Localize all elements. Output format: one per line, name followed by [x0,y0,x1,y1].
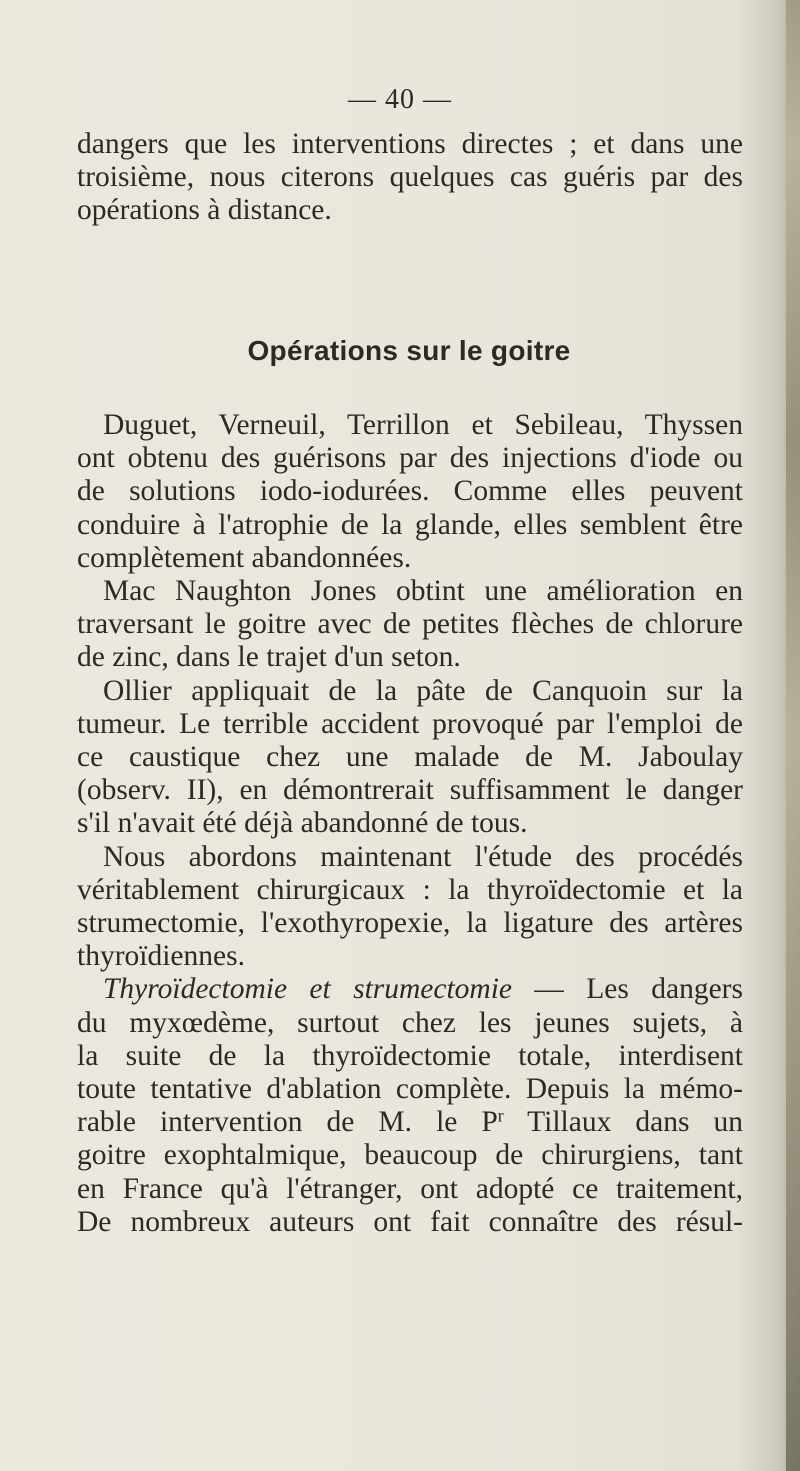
text-line: opérations à distance. [77,194,332,227]
text-line: en France qu'à l'étranger, ont adopté ce traitement, [77,1172,743,1205]
text-line: dangers que les interventions directes ; et dans une [77,128,743,160]
text-line: de zinc, dans le trajet d'un seton. [77,641,461,674]
text-line: ce caustique chez une malade de M. Jaboulay [77,741,743,774]
text-line: strumectomie, l'exothyropexie, la ligature des artères [77,907,743,940]
text-line: goitre exophtalmique, beaucoup de chirurgiens, tant [77,1139,743,1172]
text-line: ont obtenu des guérisons par des injections d'iode ou [77,442,743,475]
text-line [77,1106,743,1139]
text-line: Mac Naughton Jones obtint une amélioration en [103,575,743,608]
text-line: complètement abandonnées. [77,541,412,574]
paragraph-thyroidectomie [77,973,743,1239]
page-edge-shadow [786,0,800,1471]
text-line [77,973,743,1006]
text-line: troisième, nous citerons quelques cas guéris par des [77,161,743,194]
text-line: (observ. II), en démontrerait suffisamment le danger [77,774,743,807]
text-line: véritablement chirurgicaux : la thyroïdectomie et la [77,873,743,906]
text-fragment: — Les dangers [512,973,743,1006]
text-line: traversant le goitre avec de petites flèches de chlorure [77,608,743,641]
text-fragment: Tillaux dans un [503,1106,743,1139]
paragraph-procedes [77,841,743,974]
text-fragment: rable intervention de M. le P [77,1106,498,1139]
paragraph-injections [77,409,743,575]
text-line: du myxœdème, surtout chez les jeunes sujets, à [77,1006,743,1039]
text-line: de solutions iodo-iodurées. Comme elles peuvent [77,475,743,508]
text-line: la suite de la thyroïdectomie totale, interdisent [77,1039,743,1072]
superscript: r [497,1105,504,1126]
paragraph-mac-naughton [77,575,743,675]
text-line: conduire à l'atrophie de la glande, elles semblent être [77,508,743,541]
body-text [77,409,743,1239]
paragraph-ollier [77,675,743,841]
text-line: toute tentative d'ablation complète. Depuis la mémo- [77,1073,743,1106]
text-line: tumeur. Le terrible accident provoqué par l'emploi de [77,707,743,740]
text-line: Duguet, Verneuil, Terrillon et Sebileau, Thyssen [103,409,743,441]
text-line: thyroïdiennes. [77,940,245,973]
intro-paragraph [77,128,743,228]
text-line: s'il n'avait été déjà abandonné de tous. [77,807,528,840]
text-line: Nous abordons maintenant l'étude des procédés [103,840,743,873]
text-line: Ollier appliquait de la pâte de Canquoin sur la [103,674,743,707]
text-line: De nombreux auteurs ont fait connaître des résul- [77,1205,743,1238]
section-heading: Opérations sur le goitre [247,335,571,366]
page-number: — 40 — [348,84,452,115]
italic-subheading: Thyroïdectomie et strumectomie [103,973,513,1006]
